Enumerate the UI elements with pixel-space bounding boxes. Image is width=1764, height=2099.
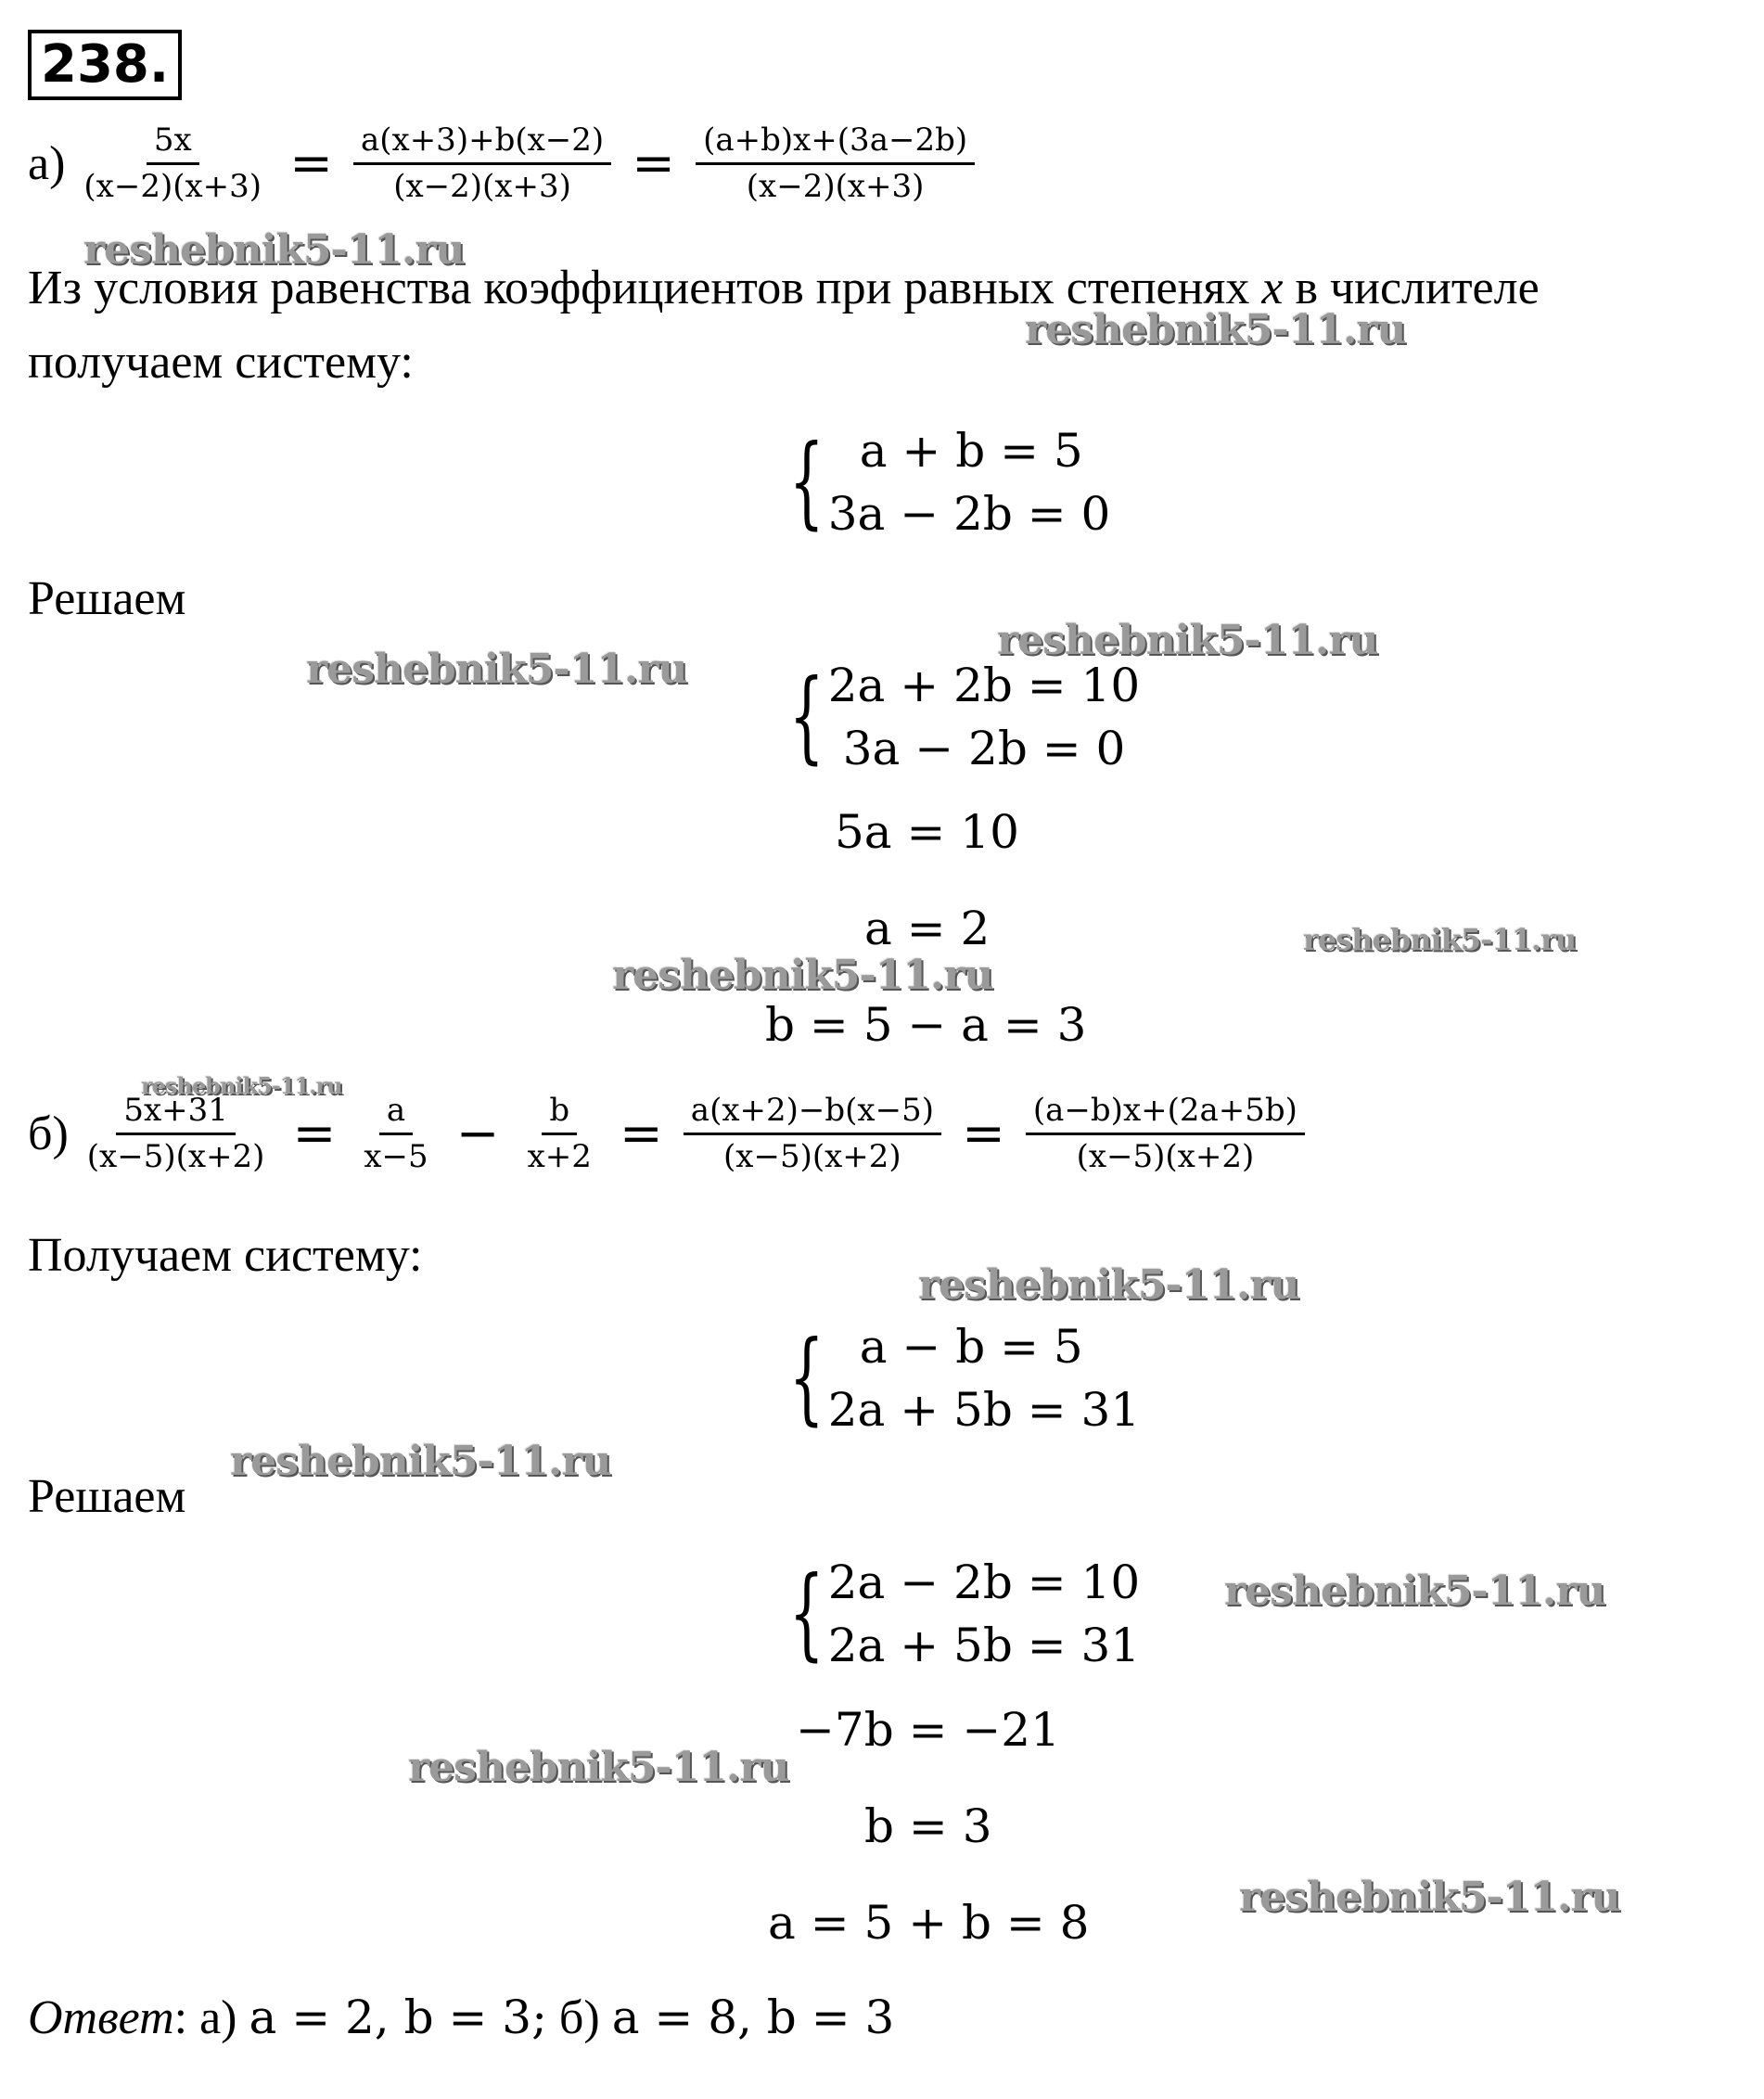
- part-a-equation: [28, 122, 978, 205]
- watermark: reshebnik5-11.ru: [1224, 1568, 1605, 1615]
- brace-icon: {: [788, 1555, 824, 1671]
- equals-sign: =: [632, 134, 676, 195]
- part-a-step-2: a = 2: [864, 902, 991, 955]
- part-b-system-1: { a − b = 5 2a + 5b = 31: [788, 1320, 1141, 1437]
- part-a-system-2: { 2a + 2b = 10 3a − 2b = 0: [788, 659, 1141, 775]
- watermark: reshebnik5-11.ru: [1239, 1874, 1620, 1921]
- part-b-text-line: Получаем систему:: [28, 1229, 423, 1282]
- fraction: $\frac{(a-b)x+(2a+5b)}{(x-5)(x+2)}$: [1026, 1093, 1305, 1175]
- fraction: $\frac{(a+b)x+(3a-2b)}{(x-2)(x+3)}$: [696, 122, 975, 205]
- equals-sign: =: [292, 1104, 337, 1165]
- part-a-system-1: { a + b = 5 3a − 2b = 0: [788, 424, 1111, 541]
- fraction: $\frac{5x+31}{(x-5)(x+2)}$: [86, 1092, 265, 1176]
- part-b-system-2: { 2a − 2b = 10 2a + 5b = 31: [788, 1555, 1141, 1672]
- part-a-label: а): [28, 137, 66, 191]
- answer-label: Ответ: [28, 1991, 174, 2044]
- part-b-step-3: a = 5 + b = 8: [768, 1896, 1090, 1950]
- answer-line: Ответ: а) a = 2, b = 3; б) a = 8, b = 3: [28, 1990, 895, 2044]
- equals-sign: =: [619, 1104, 663, 1165]
- fraction: $\frac{a(x+2)-b(x-5)}{(x-5)(x+2)}$: [684, 1093, 941, 1175]
- part-b-step-1: −7b = −21: [796, 1703, 1060, 1757]
- brace-icon: {: [788, 659, 824, 774]
- equals-sign: =: [961, 1104, 1005, 1165]
- watermark: reshebnik5-11.ru: [1025, 306, 1406, 353]
- brace-icon: {: [788, 424, 824, 540]
- fraction: $\frac{a(x+3)+b(x-2)}{(x-2)(x+3)}$: [353, 122, 611, 205]
- watermark: reshebnik5-11.ru: [918, 1261, 1299, 1309]
- part-a-step-1: 5a = 10: [835, 805, 1019, 859]
- fraction: $\frac{b}{x+2}$: [527, 1092, 592, 1176]
- part-b-step-2: b = 3: [864, 1799, 992, 1853]
- watermark: reshebnik5-11.ru: [230, 1438, 611, 1485]
- watermark: reshebnik5-11.ru: [1303, 922, 1577, 957]
- part-a-step-3: b = 5 − a = 3: [765, 998, 1087, 1052]
- watermark: reshebnik5-11.ru: [141, 1072, 342, 1099]
- watermark: reshebnik5-11.ru: [83, 226, 465, 274]
- part-b-solve-label: Решаем: [28, 1470, 186, 1523]
- minus-sign: −: [455, 1104, 500, 1165]
- fraction: $\frac{5x}{(x-2)(x+3)}$: [83, 122, 262, 206]
- equals-sign: =: [289, 134, 333, 195]
- watermark: reshebnik5-11.ru: [306, 646, 687, 693]
- problem-number: 238.: [28, 30, 182, 100]
- watermark: reshebnik5-11.ru: [612, 952, 993, 999]
- watermark: reshebnik5-11.ru: [997, 617, 1378, 664]
- part-a-text-line-2: получаем систему:: [28, 336, 414, 389]
- part-b-equation: [28, 1093, 1309, 1175]
- fraction: $\frac{a}{x-5}$: [364, 1092, 428, 1176]
- part-b-label: б): [28, 1107, 69, 1161]
- brace-icon: {: [788, 1320, 824, 1436]
- part-a-text-line-1: Из условия равенства коэффициентов при равных степенях x в числителе: [28, 262, 1540, 314]
- part-a-solve-label: Решаем: [28, 572, 186, 625]
- watermark: reshebnik5-11.ru: [408, 1744, 789, 1791]
